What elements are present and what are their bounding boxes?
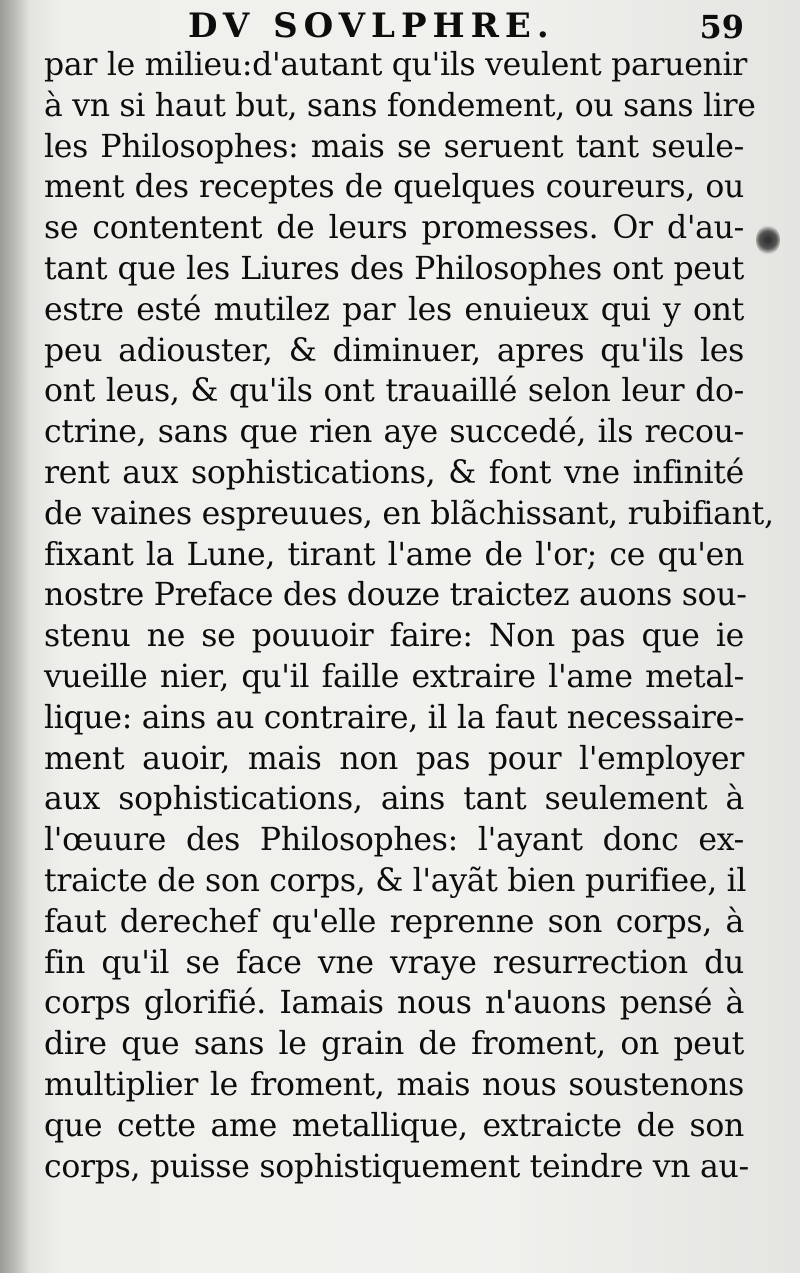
text-line: corps glorifié. Iamais nous n'auons pensé à	[44, 985, 744, 1022]
ink-blot	[756, 225, 780, 255]
text-line: corps, puisse sophistiquement teindre vn au-	[44, 1148, 749, 1185]
text-line: faut derechef qu'elle reprenne son corps, à	[44, 903, 744, 940]
text-line: tant que les Liures des Philosophes ont peut	[44, 250, 744, 287]
text-line: stenu ne se pouuoir faire: Non pas que ie	[44, 618, 744, 655]
text-line: multiplier le froment, mais nous soustenons	[44, 1066, 744, 1103]
text-line: ctrine, sans que rien aye succedé, ils recou-	[44, 414, 744, 451]
text-line: vueille nier, qu'il faille extraire l'ame metal-	[44, 658, 744, 695]
text-line: dire que sans le grain de froment, on peut	[44, 1026, 744, 1063]
text-line: traicte de son corps, & l'ayãt bien purifiee, il	[44, 862, 747, 899]
text-line: lique: ains au contraire, il la faut necessaire-	[44, 699, 745, 736]
text-line: estre esté mutilez par les enuieux qui y ont	[44, 291, 744, 328]
gutter-shadow	[0, 0, 30, 1273]
text-line: ment auoir, mais non pas pour l'employer	[44, 740, 744, 777]
text-line: fin qu'il se face vne vraye resurrection du	[44, 944, 744, 981]
text-line: de vaines espreuues, en blãchissant, rubifiant,	[44, 495, 774, 532]
text-line: à vn si haut but, sans fondement, ou sans lire	[44, 87, 756, 124]
text-line: peu adiouster, & diminuer, apres qu'ils les	[44, 332, 744, 369]
text-line: aux sophistications, ains tant seulement à	[44, 781, 744, 818]
text-line: se contentent de leurs promesses. Or d'au-	[44, 210, 744, 247]
text-line: ment des receptes de quelques coureurs, ou	[44, 169, 744, 206]
text-line: nostre Preface des douze traictez auons sou-	[44, 577, 747, 614]
running-head: DV SOVLPHRE.	[188, 6, 555, 46]
page-number: 59	[699, 8, 744, 46]
text-line: l'œuure des Philosophes: l'ayant donc ex-	[44, 822, 744, 859]
text-line: que cette ame metallique, extraicte de son	[44, 1107, 744, 1144]
text-line: par le milieu:d'autant qu'ils veulent paruenir	[44, 47, 748, 83]
text-body	[44, 45, 774, 1187]
text-line: rent aux sophistications, & font vne infinité	[44, 454, 744, 491]
text-line: ont leus, & qu'ils ont trauaillé selon leur do-	[44, 373, 744, 410]
text-line: les Philosophes: mais se seruent tant seule-	[44, 128, 744, 165]
text-line: fixant la Lune, tirant l'ame de l'or; ce qu'en	[44, 536, 744, 573]
